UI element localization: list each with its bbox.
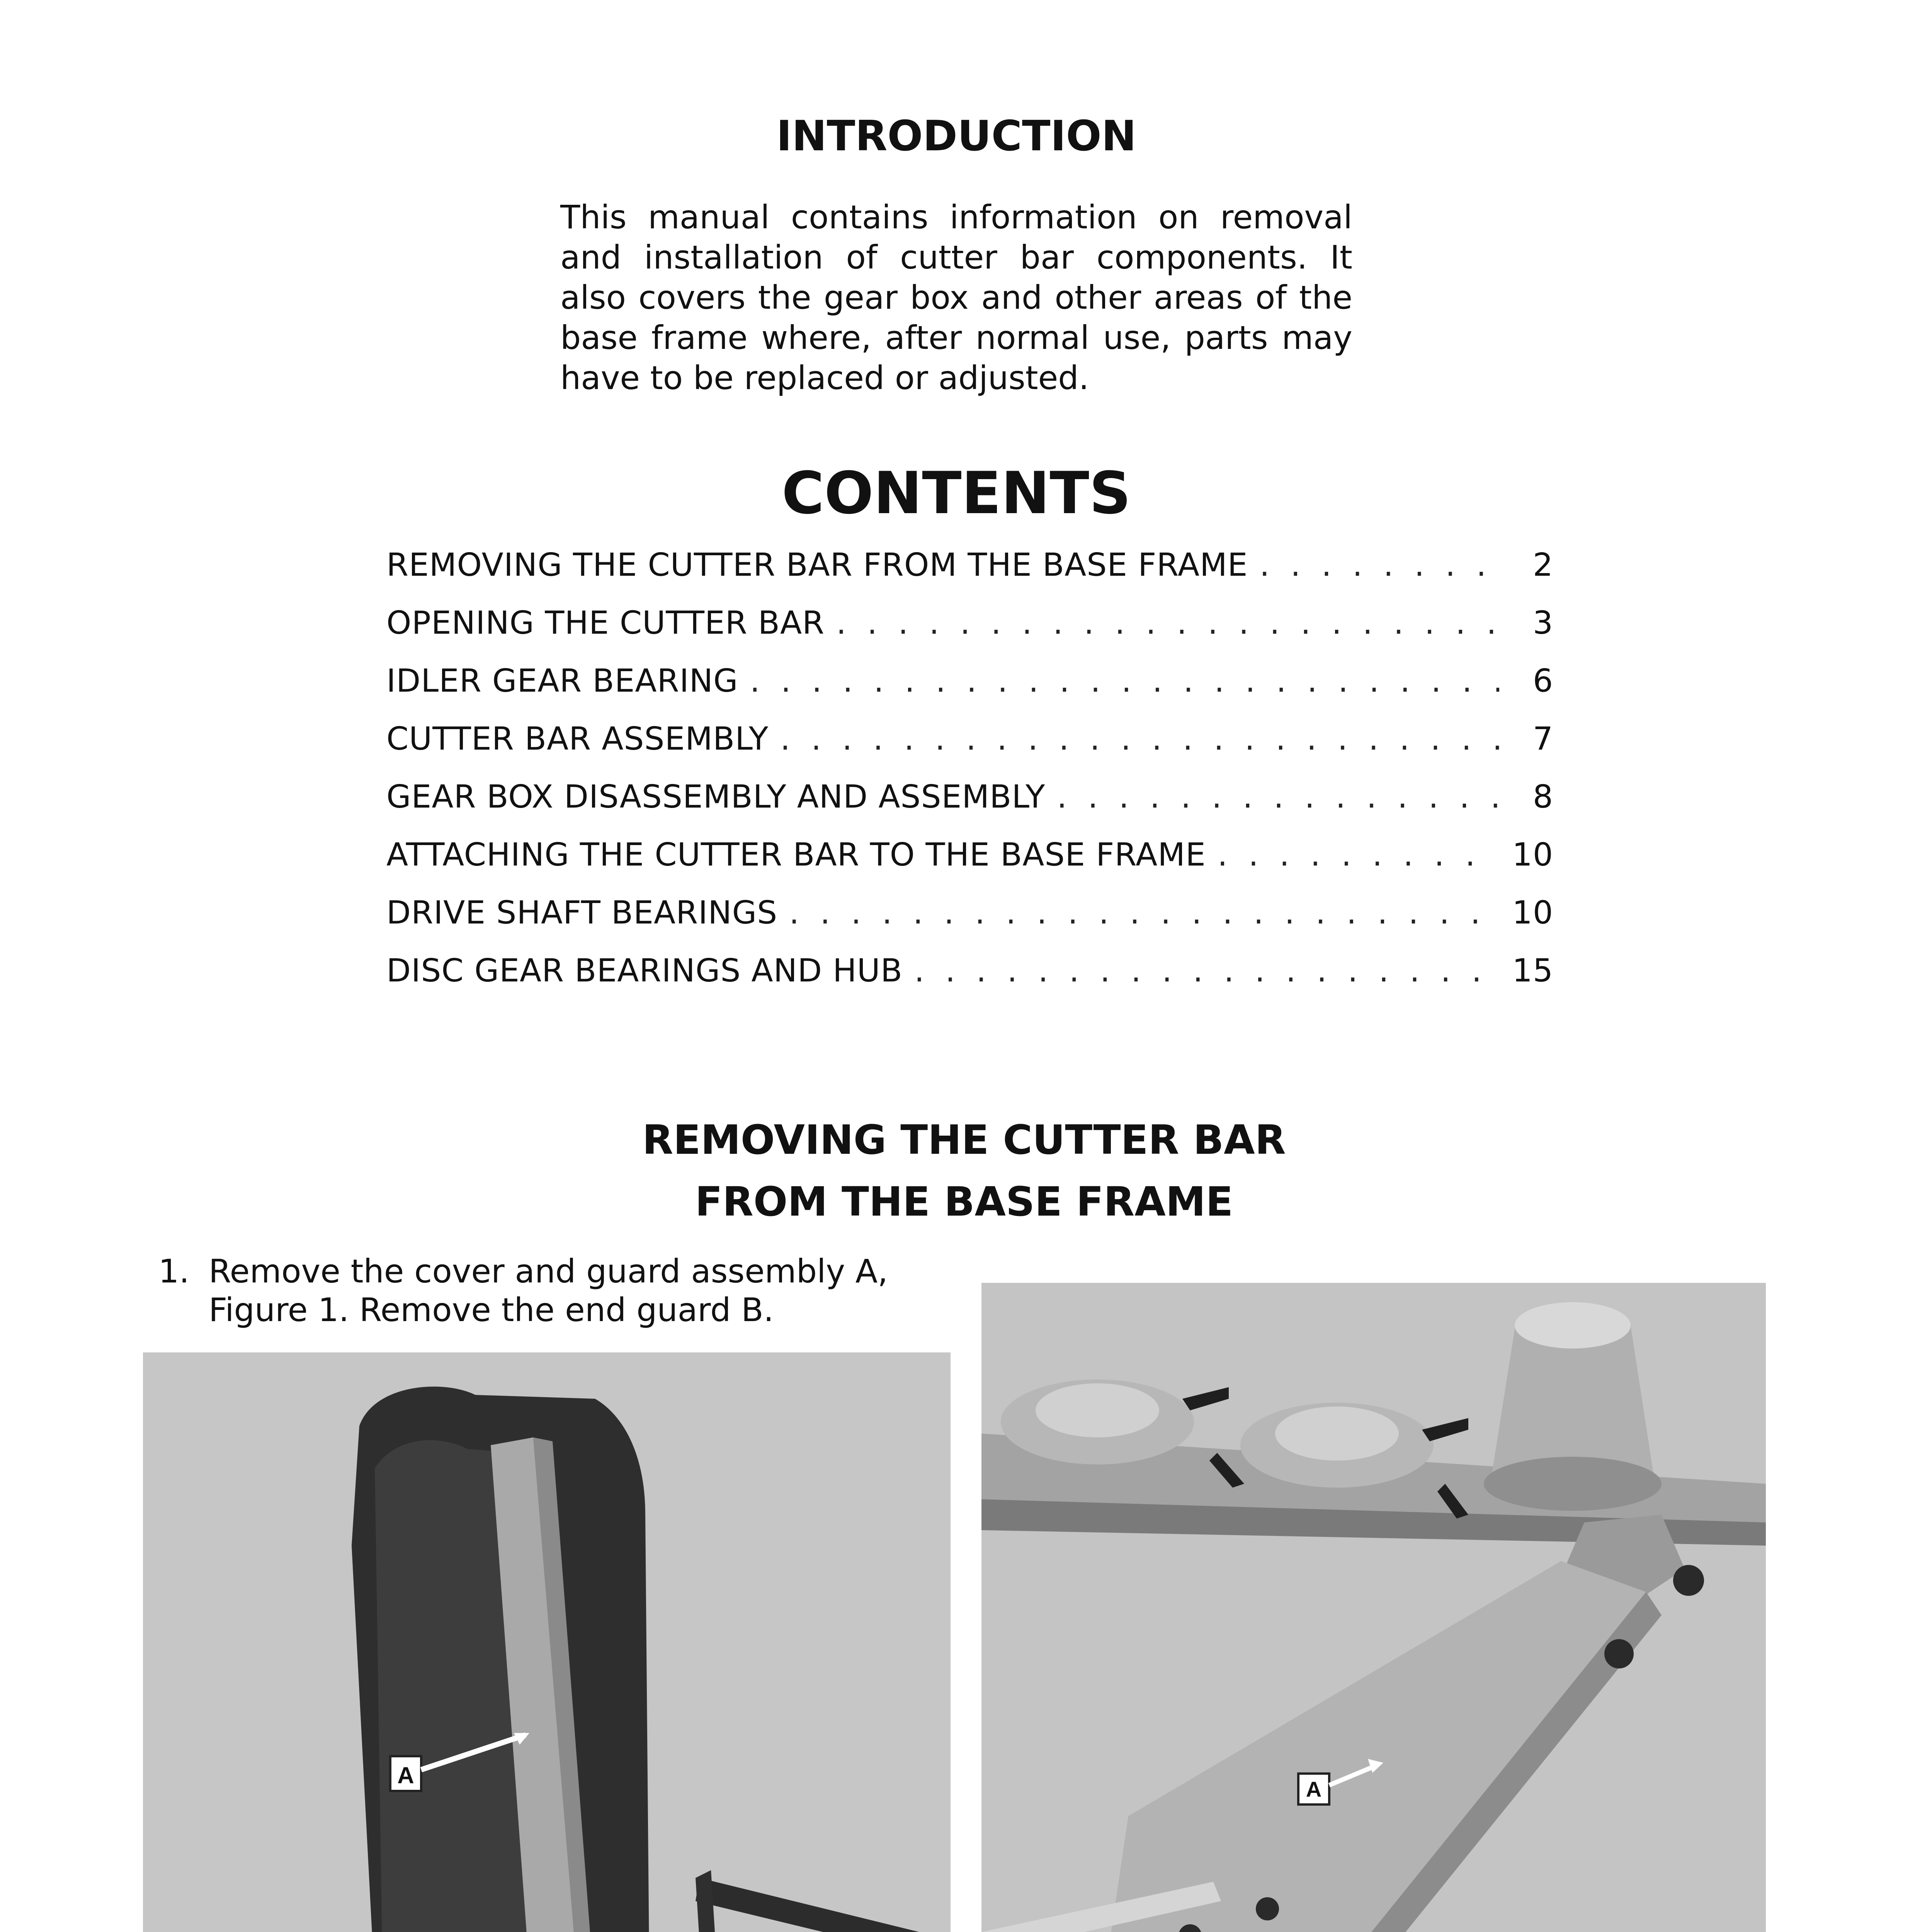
callout-label-a: A xyxy=(1306,1777,1322,1801)
callout-label-a: A xyxy=(397,1762,414,1788)
toc-leader-dots xyxy=(780,721,1499,757)
toc-entry-title: ATTACHING THE CUTTER BAR TO THE BASE FRAME xyxy=(386,837,1206,873)
section-title-line: REMOVING THE CUTTER BAR xyxy=(642,1116,1286,1163)
toc-entry-page: 10 xyxy=(1512,837,1553,873)
toc-entry-title: GEAR BOX DISASSEMBLY AND ASSEMBLY xyxy=(386,779,1046,815)
toc-leader-dots xyxy=(789,895,1499,931)
contents-title: CONTENTS xyxy=(782,460,1131,527)
introduction-paragraph: This manual contains information on removal and installation of cutter bar components. It also covers the gear box and other areas of the base frame where, after normal use, parts may have to be replaced or adjusted. xyxy=(560,198,1352,397)
instruction-step xyxy=(158,1252,912,1329)
toc-entry-title: IDLER GEAR BEARING xyxy=(386,663,738,699)
introduction-title: INTRODUCTION xyxy=(776,112,1136,160)
toc-entry[interactable] xyxy=(386,721,1553,779)
toc-entry[interactable] xyxy=(386,547,1553,605)
toc-entry-page: 8 xyxy=(1532,779,1553,815)
toc-entry-title: OPENING THE CUTTER BAR xyxy=(386,605,825,641)
step-number: 1. xyxy=(158,1252,190,1290)
toc-entry-title: REMOVING THE CUTTER BAR FROM THE BASE FRAME xyxy=(386,547,1248,583)
section-title-line: FROM THE BASE FRAME xyxy=(695,1178,1233,1225)
toc-entry[interactable] xyxy=(386,837,1553,895)
figure-1-photo xyxy=(143,1352,951,1932)
toc-entry[interactable] xyxy=(386,952,1553,1010)
toc-entry-page: 15 xyxy=(1512,952,1553,989)
toc-entry-title: CUTTER BAR ASSEMBLY xyxy=(386,721,769,757)
toc-entry-page: 2 xyxy=(1532,547,1553,583)
toc-entry-title: DRIVE SHAFT BEARINGS xyxy=(386,895,778,931)
toc-entry[interactable] xyxy=(386,663,1553,721)
toc-entry-page: 6 xyxy=(1532,663,1553,699)
toc-leader-dots xyxy=(1057,779,1499,815)
toc-entry[interactable] xyxy=(386,605,1553,663)
toc-leader-dots xyxy=(750,663,1499,699)
toc-entry-page: 10 xyxy=(1512,895,1553,931)
table-of-contents xyxy=(386,547,1553,1010)
section-title xyxy=(0,1109,1928,1233)
toc-leader-dots xyxy=(1260,547,1499,583)
toc-leader-dots xyxy=(914,952,1499,989)
toc-leader-dots xyxy=(1218,837,1499,873)
step-text: Remove the cover and guard assembly A, Figure 1. Remove the end guard B. xyxy=(209,1252,888,1329)
toc-leader-dots xyxy=(836,605,1499,641)
figure-2-illustration xyxy=(981,1283,1766,1932)
toc-entry[interactable] xyxy=(386,895,1553,952)
toc-entry[interactable] xyxy=(386,779,1553,837)
figure-1-illustration xyxy=(143,1352,951,1932)
toc-entry-page: 3 xyxy=(1532,605,1553,641)
figure-2-photo xyxy=(981,1283,1766,1932)
toc-entry-title: DISC GEAR BEARINGS AND HUB xyxy=(386,952,903,989)
toc-entry-page: 7 xyxy=(1532,721,1553,757)
